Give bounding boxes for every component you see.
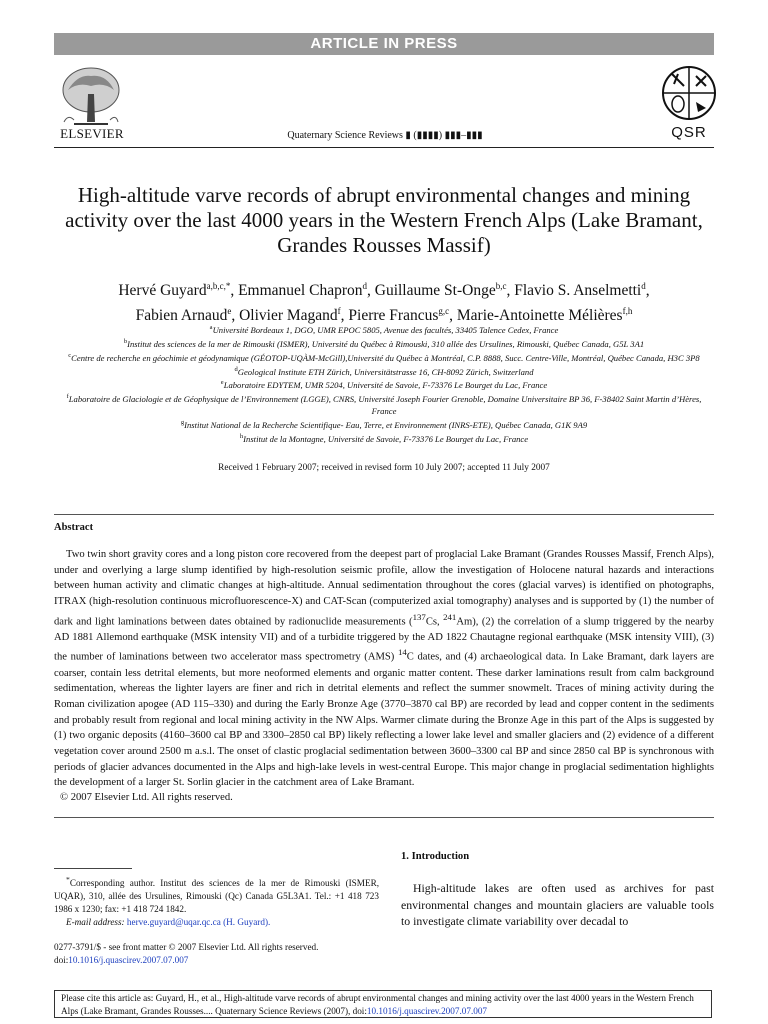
affiliation-text: Institut de la Montagne, Université de Savoie, F-73376 Le Bourget du Lac, France	[243, 433, 529, 444]
affiliation-text: Université Bordeaux 1, DGO, UMR EPOC 5805, Avenue des facultés, 33405 Talence Cedex, France	[212, 324, 559, 335]
affiliation-text: Geological Institute ETH Zürich, Universitätstrasse 16, CH-8092 Zürich, Switzerland	[237, 366, 534, 377]
abstract-text-part: C dates, and (4) archaeological data. In Lake Bramant, dark layers are coarser, contain less detrital elements, but more neoformed elements and organic matter content. These darker laminations result from calm background sedimentation, whereas the lighter layers are finer and rich in detrital elements and reflect the summer snowmelt. Traces of mining activity during the Roman civilization apogee (AD 115–330) and during the Early Bronze Age (3770–3870 cal BP) are recorded by lead and copper content in the sediments and probably result from regional and local mining activity in the NW Alps. Warmer climate during the Bronze Age in this part of the Alps is suggested by (1) two organic deposits (4160–3600 cal BP and 3300–2850 cal BP) likely reflecting a lower lake level and smaller glaciers and (2) evidence of a different vegetation cover around 2500 m a.s.l. The onset of clastic proglacial sedimentation between 3600–3300 cal BP and since 2850 cal BP is synchronous with periods of glacier advances documented in the Alps and high-lake levels in west-central Europe. This major change in proglacial sedimentation highlights the development of a larger St. Sorlin glacier in the catchment area of Lake Bramant.	[54, 652, 714, 789]
journal-logo-text: QSR	[671, 124, 707, 141]
publisher-name: ELSEVIER	[60, 126, 124, 141]
email-line	[54, 916, 379, 929]
introduction-heading: 1. Introduction	[401, 851, 470, 862]
abstract-copyright: © 2007 Elsevier Ltd. All rights reserved.	[60, 792, 233, 803]
received-dates: Received 1 February 2007; received in revised form 10 July 2007; accepted 11 July 2007	[218, 463, 550, 473]
isotope-superscript: 14	[397, 647, 407, 658]
affiliation-mark: f	[66, 393, 69, 401]
affiliation-text: Institut des sciences de la mer de Rimouski (ISMER), Université du Québec à Rimouski, 310 allée des Ursulines, Rimouski, Québec Canada, G5L 3A1	[127, 338, 645, 349]
affiliation-mark: g	[180, 419, 185, 427]
affiliation	[56, 431, 712, 445]
elsevier-tree-icon	[54, 64, 128, 130]
author-affiliation-mark: g,c	[438, 306, 450, 317]
affiliation-mark: d	[234, 365, 238, 373]
introduction-text: High-altitude lakes are often used as archives for past environmental changes and mountain glaciers are valuable tools to investigate climate variability over decadal to	[401, 881, 714, 928]
author: Pierre Francus	[348, 307, 439, 325]
corresponding-author-footnote	[54, 873, 379, 929]
author-affiliation-mark: d	[641, 281, 646, 291]
citation-doi-link[interactable]: 10.1016/j.quascirev.2007.07.007	[366, 1006, 488, 1016]
footnote-divider	[54, 868, 132, 869]
doi-link[interactable]: 10.1016/j.quascirev.2007.07.007	[68, 955, 189, 965]
affiliation	[56, 336, 712, 350]
affiliation-mark: b	[123, 337, 128, 345]
abstract-heading: Abstract	[54, 522, 94, 533]
affiliation-text: Laboratoire de Glaciologie et de Géophysique de l’Environnement (LGGE), CNRS, Université Joseph Fourier Grenoble, Domaine Universitaire BP 36, F-38402 Saint Martin d’Hères, France	[68, 394, 702, 417]
issn-text: 0277-3791/$ - see front matter © 2007 Elsevier Ltd. All rights reserved.	[54, 942, 319, 952]
qsr-journal-logo-icon	[660, 62, 718, 126]
author: Flavio S. Anselmetti	[514, 282, 642, 300]
footnote-text: Corresponding author. Institut des sciences de la mer de Rimouski (ISMER, UQAR), 310, allée des Ursulines, Rimouski (Qc) Canada G5L3A1. Tel.: +1 418 723 1986 x 1230; fax: +1 418 724 1842.	[54, 878, 379, 915]
affiliation	[56, 391, 712, 417]
author: Olivier Magand	[239, 307, 338, 325]
issn-line	[54, 941, 384, 967]
author-separator: ,	[506, 282, 515, 300]
author-affiliation-mark: d	[362, 281, 367, 291]
author-affiliation-mark: b,c	[495, 281, 507, 291]
article-in-press-banner: ARTICLE IN PRESS	[54, 33, 714, 55]
abstract-text-part: Am), (2) the correlation of a slump triggered by the nearby AD 1881 Allemond earthquake (MSK intensity VII) and of a turbidite triggered by the AD 1822 Chautagne regional earthquake (MSK intensity VIII), (3) the number of laminations between two accelerator mass spectrometry (AMS)	[54, 616, 714, 663]
affiliation-mark: c	[68, 351, 72, 359]
email-label: E-mail address:	[66, 917, 125, 928]
isotope-superscript: 241	[443, 611, 457, 622]
footnote-body	[54, 873, 379, 916]
citation-text: Please cite this article as: Guyard, H., et al., High-altitude varve records of abrupt environmental changes and mining activity over the last 4000 years in the Western French Alps (Lake Bramant, Grandes Rousses.... Quaternary Science Reviews (2007), doi:	[61, 993, 694, 1016]
author: Emmanuel Chapron	[238, 282, 363, 300]
author-affiliation-mark: a,b,c,*	[206, 281, 231, 291]
author-separator: ,	[645, 282, 650, 300]
affiliation	[56, 364, 712, 378]
author-separator: ,	[340, 307, 349, 325]
abstract-top-divider	[54, 514, 714, 515]
affiliation-mark: e	[220, 379, 224, 387]
author-separator: ,	[367, 282, 375, 300]
abstract-text-part: Two twin short gravity cores and a long piston core recovered from the deepest part of proglacial Lake Bramant (Grandes Rousses Massif, French Alps), under and overlying a large slump identified by high-resolution seismic profile, allow the investigation of Holocene natural hazards and interactions between human activity and climatic changes at high-altitude. Annual sedimentation throughout the cores (glacial varves) is identified on photographs, ITRAX (high-resolution continuous microfluorescence-X) and CAT-Scan (computerized axial tomography) analyses and is supported by (1) the number of dark and light laminations between dates obtained by radionuclide measurements (	[54, 549, 714, 628]
isotope-superscript: 137	[412, 611, 426, 622]
affiliation	[56, 350, 712, 364]
author: Fabien Arnaud	[135, 307, 228, 325]
affiliation-text: Centre de recherche en géochimie et géodynamique (GÉOTOP-UQÀM-McGill),Université du Québec à Montréal, C.P. 8888, Succ. Centre-Ville, Montréal, Québec Canada, H3C 3P8	[71, 352, 700, 363]
header-divider	[54, 147, 714, 148]
author-separator: ,	[230, 282, 239, 300]
affiliation	[56, 417, 712, 431]
author-affiliation-mark: e	[227, 306, 232, 317]
footnote-mark: *	[66, 875, 70, 884]
article-title: High-altitude varve records of abrupt environmental changes and mining activity over the last 4000 years in the Western French Alps (Lake Bramant, Grandes Rousses Massif)	[65, 183, 703, 257]
affiliation-text: Laboratoire EDYTEM, UMR 5204, Université de Savoie, F-73376 Le Bourget du Lac, France	[223, 380, 548, 391]
author-separator: ,	[449, 307, 457, 325]
citation-box	[54, 990, 712, 1018]
email-link[interactable]: herve.guyard@uqar.qc.ca (H. Guyard).	[126, 917, 271, 928]
author-affiliation-mark: f,h	[622, 306, 633, 317]
affiliation-text: Institut National de la Recherche Scientifique- Eau, Terre, et Environnement (INRS-ETE), Québec Canada, G1K 9A9	[184, 420, 588, 431]
author: Guillaume St-Onge	[374, 282, 496, 300]
abstract-text	[54, 547, 714, 791]
affiliation-mark: h	[239, 433, 244, 441]
author: Hervé Guyard	[118, 282, 207, 300]
author: Marie-Antoinette Mélières	[456, 307, 623, 325]
abstract-bottom-divider	[54, 817, 714, 818]
affiliation	[56, 322, 712, 336]
author-separator: ,	[231, 307, 240, 325]
affiliation-list	[56, 322, 712, 445]
author-affiliation-mark: f	[337, 306, 341, 317]
affiliation	[56, 377, 712, 391]
doi-line	[54, 954, 384, 967]
doi-label: doi:	[54, 955, 69, 965]
affiliation-mark: a	[209, 324, 213, 331]
journal-reference: Quaternary Science Reviews ▮ (▮▮▮▮) ▮▮▮–▮▮▮	[287, 130, 483, 141]
author-list	[60, 276, 708, 326]
abstract-text-part: Cs,	[425, 616, 444, 628]
